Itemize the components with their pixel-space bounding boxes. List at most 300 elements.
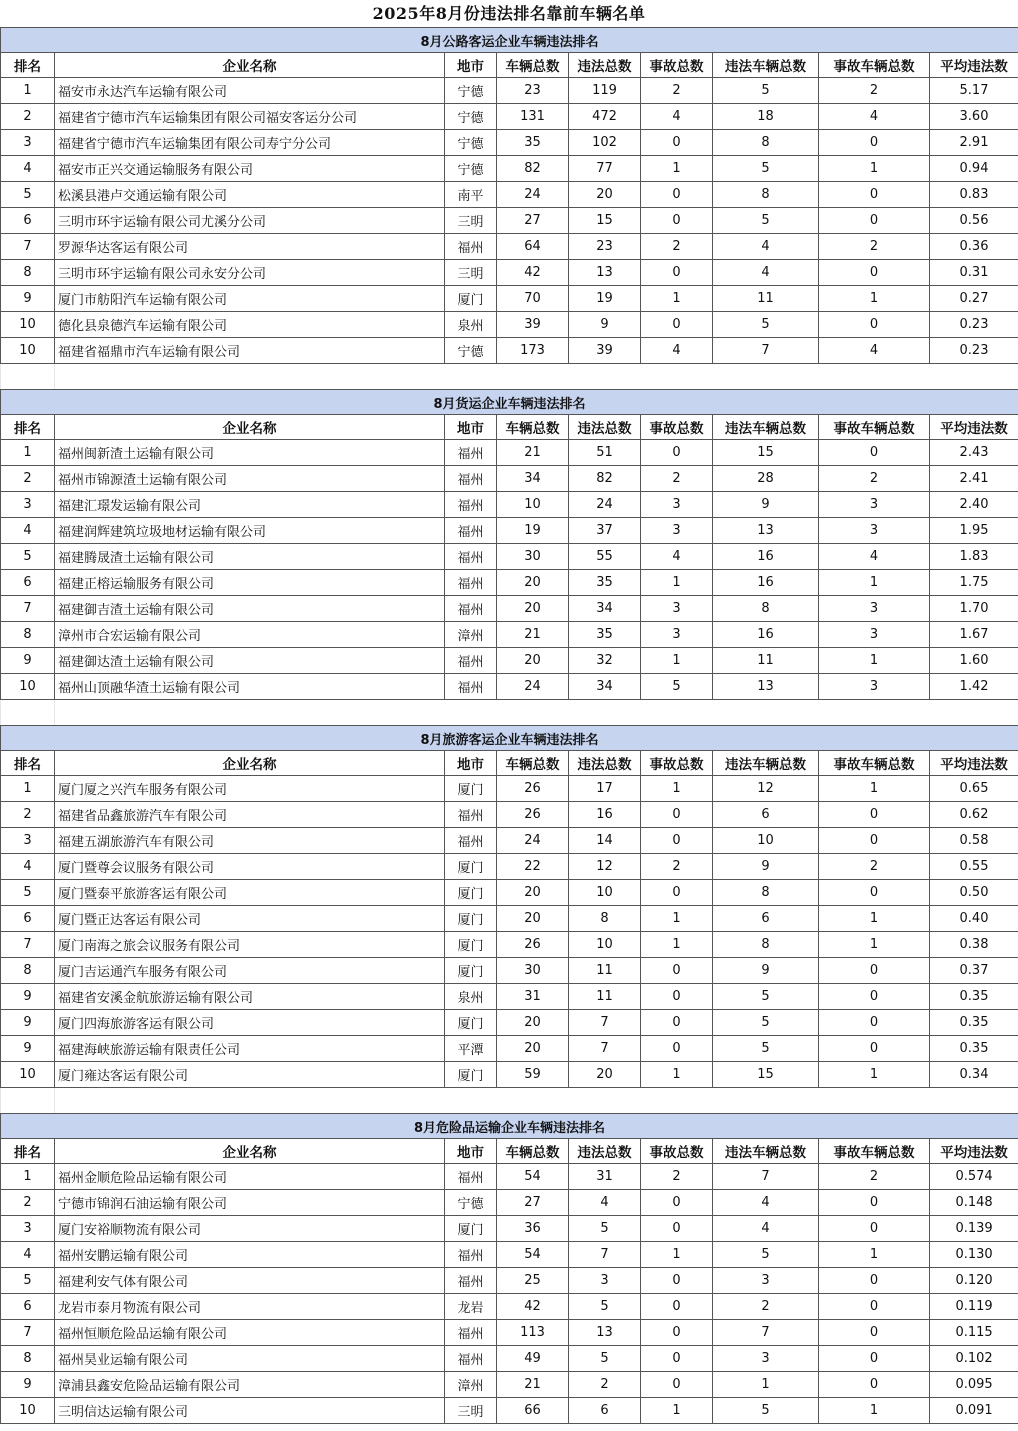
vehicle-total-cell: 20 xyxy=(497,880,569,906)
city-cell: 龙岩 xyxy=(445,1294,497,1320)
table-row xyxy=(1,260,1018,286)
city-cell: 福州 xyxy=(445,674,497,700)
avg-violation-cell: 1.75 xyxy=(930,570,1018,596)
accident-vehicles-cell: 0 xyxy=(819,1010,930,1036)
accident-total-cell: 4 xyxy=(641,104,713,130)
violating-vehicles-cell: 9 xyxy=(713,854,819,880)
table-row xyxy=(1,622,1018,648)
table-row xyxy=(1,1372,1018,1398)
column-header: 车辆总数 xyxy=(497,751,569,776)
violation-total-cell: 16 xyxy=(569,802,641,828)
vehicle-total-cell: 20 xyxy=(497,596,569,622)
violation-total-cell: 12 xyxy=(569,854,641,880)
section-title-row xyxy=(1,726,1018,751)
accident-total-cell: 0 xyxy=(641,1036,713,1062)
rank-cell: 8 xyxy=(1,622,55,648)
header-row xyxy=(1,415,1018,440)
company-name-cell: 三明市环宇运输有限公司永安分公司 xyxy=(55,260,445,286)
violating-vehicles-cell: 12 xyxy=(713,776,819,802)
rank-cell: 4 xyxy=(1,1242,55,1268)
vehicle-total-cell: 59 xyxy=(497,1062,569,1088)
rank-cell: 9 xyxy=(1,286,55,312)
rank-cell: 1 xyxy=(1,440,55,466)
avg-violation-cell: 0.58 xyxy=(930,828,1018,854)
city-cell: 福州 xyxy=(445,492,497,518)
vehicle-total-cell: 42 xyxy=(497,260,569,286)
accident-total-cell: 2 xyxy=(641,234,713,260)
avg-violation-cell: 1.83 xyxy=(930,544,1018,570)
company-name-cell: 福建正榕运输服务有限公司 xyxy=(55,570,445,596)
accident-total-cell: 1 xyxy=(641,1398,713,1424)
rank-cell: 4 xyxy=(1,854,55,880)
column-header: 平均违法数 xyxy=(930,415,1018,440)
avg-violation-cell: 3.60 xyxy=(930,104,1018,130)
city-cell: 厦门 xyxy=(445,906,497,932)
accident-vehicles-cell: 0 xyxy=(819,1036,930,1062)
company-name-cell: 厦门安裕顺物流有限公司 xyxy=(55,1216,445,1242)
violating-vehicles-cell: 7 xyxy=(713,1164,819,1190)
rank-cell: 9 xyxy=(1,648,55,674)
accident-total-cell: 0 xyxy=(641,958,713,984)
violation-total-cell: 5 xyxy=(569,1294,641,1320)
company-name-cell: 福安市正兴交通运输服务有限公司 xyxy=(55,156,445,182)
city-cell: 福州 xyxy=(445,828,497,854)
accident-total-cell: 0 xyxy=(641,1346,713,1372)
violation-total-cell: 2 xyxy=(569,1372,641,1398)
table-row xyxy=(1,880,1018,906)
avg-violation-cell: 0.120 xyxy=(930,1268,1018,1294)
avg-violation-cell: 0.40 xyxy=(930,906,1018,932)
rank-cell: 9 xyxy=(1,1372,55,1398)
violating-vehicles-cell: 3 xyxy=(713,1346,819,1372)
vehicle-total-cell: 24 xyxy=(497,674,569,700)
accident-vehicles-cell: 4 xyxy=(819,338,930,364)
city-cell: 宁德 xyxy=(445,156,497,182)
rank-cell: 4 xyxy=(1,156,55,182)
violation-total-cell: 19 xyxy=(569,286,641,312)
column-header: 违法车辆总数 xyxy=(713,415,819,440)
violating-vehicles-cell: 5 xyxy=(713,312,819,338)
avg-violation-cell: 0.095 xyxy=(930,1372,1018,1398)
city-cell: 厦门 xyxy=(445,932,497,958)
accident-vehicles-cell: 1 xyxy=(819,286,930,312)
accident-vehicles-cell: 0 xyxy=(819,1216,930,1242)
city-cell: 厦门 xyxy=(445,958,497,984)
column-header: 违法车辆总数 xyxy=(713,53,819,78)
avg-violation-cell: 0.148 xyxy=(930,1190,1018,1216)
violation-total-cell: 37 xyxy=(569,518,641,544)
table-row xyxy=(1,1346,1018,1372)
table-row xyxy=(1,234,1018,260)
company-name-cell: 福建省宁德市汽车运输集团有限公司寿宁分公司 xyxy=(55,130,445,156)
vehicle-total-cell: 20 xyxy=(497,1036,569,1062)
vehicle-total-cell: 21 xyxy=(497,1372,569,1398)
violation-total-cell: 32 xyxy=(569,648,641,674)
avg-violation-cell: 2.43 xyxy=(930,440,1018,466)
accident-vehicles-cell: 0 xyxy=(819,1372,930,1398)
company-name-cell: 厦门暨泰平旅游客运有限公司 xyxy=(55,880,445,906)
table-row xyxy=(1,466,1018,492)
rank-cell: 7 xyxy=(1,932,55,958)
accident-vehicles-cell: 4 xyxy=(819,104,930,130)
column-header: 事故车辆总数 xyxy=(819,415,930,440)
rank-cell: 2 xyxy=(1,104,55,130)
section-spacer xyxy=(0,700,1018,725)
vehicle-total-cell: 27 xyxy=(497,1190,569,1216)
accident-vehicles-cell: 3 xyxy=(819,492,930,518)
vehicle-total-cell: 21 xyxy=(497,622,569,648)
vehicle-total-cell: 64 xyxy=(497,234,569,260)
column-header: 违法车辆总数 xyxy=(713,1139,819,1164)
violation-total-cell: 11 xyxy=(569,958,641,984)
vehicle-total-cell: 25 xyxy=(497,1268,569,1294)
vehicle-total-cell: 34 xyxy=(497,466,569,492)
vehicle-total-cell: 173 xyxy=(497,338,569,364)
violation-total-cell: 7 xyxy=(569,1036,641,1062)
rank-cell: 8 xyxy=(1,958,55,984)
table-row xyxy=(1,1062,1018,1088)
column-header: 事故车辆总数 xyxy=(819,751,930,776)
accident-vehicles-cell: 3 xyxy=(819,518,930,544)
avg-violation-cell: 0.23 xyxy=(930,338,1018,364)
violation-total-cell: 35 xyxy=(569,570,641,596)
rank-cell: 2 xyxy=(1,802,55,828)
company-name-cell: 福州安鹏运输有限公司 xyxy=(55,1242,445,1268)
accident-vehicles-cell: 1 xyxy=(819,570,930,596)
city-cell: 泉州 xyxy=(445,312,497,338)
vehicle-total-cell: 24 xyxy=(497,182,569,208)
rank-cell: 1 xyxy=(1,78,55,104)
violating-vehicles-cell: 28 xyxy=(713,466,819,492)
accident-vehicles-cell: 0 xyxy=(819,880,930,906)
table-row xyxy=(1,1320,1018,1346)
rank-cell: 5 xyxy=(1,880,55,906)
column-header: 地市 xyxy=(445,415,497,440)
company-name-cell: 福安市永达汽车运输有限公司 xyxy=(55,78,445,104)
table-row xyxy=(1,312,1018,338)
city-cell: 福州 xyxy=(445,1320,497,1346)
column-header: 事故总数 xyxy=(641,415,713,440)
table-row xyxy=(1,596,1018,622)
avg-violation-cell: 0.139 xyxy=(930,1216,1018,1242)
city-cell: 厦门 xyxy=(445,1010,497,1036)
page-title: 2025年8月份违法排名靠前车辆名单 xyxy=(372,4,646,23)
vehicle-total-cell: 35 xyxy=(497,130,569,156)
vehicle-total-cell: 21 xyxy=(497,440,569,466)
violating-vehicles-cell: 13 xyxy=(713,674,819,700)
table-row xyxy=(1,1294,1018,1320)
accident-total-cell: 3 xyxy=(641,596,713,622)
accident-total-cell: 1 xyxy=(641,570,713,596)
avg-violation-cell: 0.55 xyxy=(930,854,1018,880)
section-spacer xyxy=(0,364,1018,389)
accident-total-cell: 0 xyxy=(641,828,713,854)
violation-total-cell: 39 xyxy=(569,338,641,364)
header-row xyxy=(1,751,1018,776)
accident-total-cell: 0 xyxy=(641,984,713,1010)
column-header: 排名 xyxy=(1,1139,55,1164)
city-cell: 南平 xyxy=(445,182,497,208)
city-cell: 宁德 xyxy=(445,1190,497,1216)
column-header: 事故车辆总数 xyxy=(819,53,930,78)
table-row xyxy=(1,1398,1018,1424)
city-cell: 福州 xyxy=(445,1164,497,1190)
accident-vehicles-cell: 0 xyxy=(819,208,930,234)
company-name-cell: 漳州市合宏运输有限公司 xyxy=(55,622,445,648)
accident-total-cell: 1 xyxy=(641,1242,713,1268)
rank-cell: 9 xyxy=(1,1036,55,1062)
rank-cell: 1 xyxy=(1,1164,55,1190)
section-title-row xyxy=(1,1114,1018,1139)
company-name-cell: 福建省宁德市汽车运输集团有限公司福安客运分公司 xyxy=(55,104,445,130)
violating-vehicles-cell: 1 xyxy=(713,1372,819,1398)
table-row xyxy=(1,854,1018,880)
company-name-cell: 厦门南海之旅会议服务有限公司 xyxy=(55,932,445,958)
accident-vehicles-cell: 1 xyxy=(819,906,930,932)
avg-violation-cell: 0.62 xyxy=(930,802,1018,828)
accident-vehicles-cell: 0 xyxy=(819,802,930,828)
company-name-cell: 厦门雍达客运有限公司 xyxy=(55,1062,445,1088)
avg-violation-cell: 0.50 xyxy=(930,880,1018,906)
table-row xyxy=(1,104,1018,130)
violating-vehicles-cell: 8 xyxy=(713,130,819,156)
column-header: 企业名称 xyxy=(55,53,445,78)
city-cell: 宁德 xyxy=(445,338,497,364)
violation-total-cell: 23 xyxy=(569,234,641,260)
company-name-cell: 厦门四海旅游客运有限公司 xyxy=(55,1010,445,1036)
vehicle-total-cell: 39 xyxy=(497,312,569,338)
accident-total-cell: 1 xyxy=(641,906,713,932)
violating-vehicles-cell: 6 xyxy=(713,906,819,932)
violation-total-cell: 472 xyxy=(569,104,641,130)
violating-vehicles-cell: 2 xyxy=(713,1294,819,1320)
company-name-cell: 福建五湖旅游汽车有限公司 xyxy=(55,828,445,854)
avg-violation-cell: 0.574 xyxy=(930,1164,1018,1190)
avg-violation-cell: 0.31 xyxy=(930,260,1018,286)
accident-vehicles-cell: 1 xyxy=(819,1242,930,1268)
city-cell: 宁德 xyxy=(445,104,497,130)
column-header: 违法总数 xyxy=(569,415,641,440)
accident-vehicles-cell: 2 xyxy=(819,466,930,492)
table-row xyxy=(1,338,1018,364)
avg-violation-cell: 0.115 xyxy=(930,1320,1018,1346)
avg-violation-cell: 1.67 xyxy=(930,622,1018,648)
column-header: 企业名称 xyxy=(55,415,445,440)
avg-violation-cell: 0.27 xyxy=(930,286,1018,312)
rank-cell: 3 xyxy=(1,492,55,518)
company-name-cell: 福建御达渣土运输有限公司 xyxy=(55,648,445,674)
city-cell: 厦门 xyxy=(445,776,497,802)
violation-total-cell: 8 xyxy=(569,906,641,932)
accident-total-cell: 0 xyxy=(641,130,713,156)
accident-total-cell: 3 xyxy=(641,518,713,544)
company-name-cell: 福州恒顺危险品运输有限公司 xyxy=(55,1320,445,1346)
rank-cell: 8 xyxy=(1,260,55,286)
company-name-cell: 福建海峡旅游运输有限责任公司 xyxy=(55,1036,445,1062)
city-cell: 厦门 xyxy=(445,286,497,312)
rank-cell: 9 xyxy=(1,1010,55,1036)
accident-vehicles-cell: 2 xyxy=(819,78,930,104)
column-header: 违法总数 xyxy=(569,1139,641,1164)
column-header: 事故车辆总数 xyxy=(819,1139,930,1164)
spacer-gridlines xyxy=(0,364,1018,389)
violation-total-cell: 7 xyxy=(569,1010,641,1036)
ranking-table xyxy=(0,389,1018,700)
accident-vehicles-cell: 0 xyxy=(819,1190,930,1216)
accident-vehicles-cell: 0 xyxy=(819,1268,930,1294)
section-title-row xyxy=(1,390,1018,415)
vehicle-total-cell: 19 xyxy=(497,518,569,544)
violation-total-cell: 9 xyxy=(569,312,641,338)
violating-vehicles-cell: 8 xyxy=(713,596,819,622)
violating-vehicles-cell: 11 xyxy=(713,648,819,674)
accident-vehicles-cell: 0 xyxy=(819,1294,930,1320)
city-cell: 福州 xyxy=(445,544,497,570)
violating-vehicles-cell: 7 xyxy=(713,1320,819,1346)
vehicle-total-cell: 131 xyxy=(497,104,569,130)
table-row xyxy=(1,544,1018,570)
vehicle-total-cell: 20 xyxy=(497,906,569,932)
violation-total-cell: 119 xyxy=(569,78,641,104)
vehicle-total-cell: 54 xyxy=(497,1164,569,1190)
column-header: 违法车辆总数 xyxy=(713,751,819,776)
city-cell: 宁德 xyxy=(445,78,497,104)
rank-cell: 8 xyxy=(1,1346,55,1372)
column-header: 事故总数 xyxy=(641,751,713,776)
column-header: 企业名称 xyxy=(55,1139,445,1164)
city-cell: 三明 xyxy=(445,1398,497,1424)
rank-cell: 7 xyxy=(1,596,55,622)
violation-total-cell: 7 xyxy=(569,1242,641,1268)
violation-total-cell: 10 xyxy=(569,880,641,906)
accident-vehicles-cell: 3 xyxy=(819,596,930,622)
violation-total-cell: 6 xyxy=(569,1398,641,1424)
city-cell: 宁德 xyxy=(445,130,497,156)
table-row xyxy=(1,1036,1018,1062)
company-name-cell: 福州山顶融华渣土运输有限公司 xyxy=(55,674,445,700)
accident-total-cell: 1 xyxy=(641,1062,713,1088)
avg-violation-cell: 2.40 xyxy=(930,492,1018,518)
table-row xyxy=(1,492,1018,518)
violating-vehicles-cell: 5 xyxy=(713,156,819,182)
table-row xyxy=(1,1164,1018,1190)
accident-total-cell: 2 xyxy=(641,466,713,492)
city-cell: 厦门 xyxy=(445,854,497,880)
accident-total-cell: 5 xyxy=(641,674,713,700)
accident-total-cell: 1 xyxy=(641,286,713,312)
accident-vehicles-cell: 0 xyxy=(819,1320,930,1346)
accident-total-cell: 0 xyxy=(641,208,713,234)
violating-vehicles-cell: 15 xyxy=(713,1062,819,1088)
rank-cell: 1 xyxy=(1,776,55,802)
city-cell: 福州 xyxy=(445,802,497,828)
accident-total-cell: 1 xyxy=(641,776,713,802)
company-name-cell: 厦门暨尊会议服务有限公司 xyxy=(55,854,445,880)
section-title: 8月危险品运输企业车辆违法排名 xyxy=(1,1114,1018,1139)
city-cell: 福州 xyxy=(445,596,497,622)
vehicle-total-cell: 20 xyxy=(497,648,569,674)
accident-vehicles-cell: 0 xyxy=(819,312,930,338)
accident-total-cell: 0 xyxy=(641,1268,713,1294)
accident-vehicles-cell: 0 xyxy=(819,260,930,286)
vehicle-total-cell: 49 xyxy=(497,1346,569,1372)
rank-cell: 5 xyxy=(1,544,55,570)
violating-vehicles-cell: 9 xyxy=(713,492,819,518)
accident-vehicles-cell: 2 xyxy=(819,854,930,880)
accident-vehicles-cell: 1 xyxy=(819,932,930,958)
violating-vehicles-cell: 10 xyxy=(713,828,819,854)
avg-violation-cell: 1.42 xyxy=(930,674,1018,700)
avg-violation-cell: 0.37 xyxy=(930,958,1018,984)
avg-violation-cell: 0.130 xyxy=(930,1242,1018,1268)
column-header: 地市 xyxy=(445,751,497,776)
company-name-cell: 福建省安溪金航旅游运输有限公司 xyxy=(55,984,445,1010)
violating-vehicles-cell: 7 xyxy=(713,338,819,364)
violation-total-cell: 82 xyxy=(569,466,641,492)
accident-total-cell: 2 xyxy=(641,1164,713,1190)
rank-cell: 10 xyxy=(1,674,55,700)
accident-vehicles-cell: 0 xyxy=(819,182,930,208)
table-row xyxy=(1,984,1018,1010)
table-row xyxy=(1,1242,1018,1268)
accident-total-cell: 1 xyxy=(641,932,713,958)
table-row xyxy=(1,802,1018,828)
accident-vehicles-cell: 0 xyxy=(819,828,930,854)
table-row xyxy=(1,78,1018,104)
violation-total-cell: 24 xyxy=(569,492,641,518)
table-row xyxy=(1,828,1018,854)
accident-total-cell: 1 xyxy=(641,648,713,674)
accident-total-cell: 4 xyxy=(641,544,713,570)
accident-vehicles-cell: 1 xyxy=(819,156,930,182)
spacer-gridlines xyxy=(0,700,1018,725)
vehicle-total-cell: 20 xyxy=(497,1010,569,1036)
column-header: 排名 xyxy=(1,415,55,440)
avg-violation-cell: 0.94 xyxy=(930,156,1018,182)
violating-vehicles-cell: 5 xyxy=(713,1242,819,1268)
violation-total-cell: 15 xyxy=(569,208,641,234)
table-row xyxy=(1,674,1018,700)
vehicle-total-cell: 30 xyxy=(497,544,569,570)
company-name-cell: 三明信达运输有限公司 xyxy=(55,1398,445,1424)
accident-total-cell: 2 xyxy=(641,854,713,880)
violating-vehicles-cell: 16 xyxy=(713,622,819,648)
vehicle-total-cell: 31 xyxy=(497,984,569,1010)
rank-cell: 3 xyxy=(1,1216,55,1242)
company-name-cell: 福建省福鼎市汽车运输有限公司 xyxy=(55,338,445,364)
accident-vehicles-cell: 2 xyxy=(819,234,930,260)
accident-total-cell: 0 xyxy=(641,1294,713,1320)
violation-total-cell: 5 xyxy=(569,1216,641,1242)
accident-total-cell: 3 xyxy=(641,492,713,518)
rank-cell: 2 xyxy=(1,466,55,492)
violating-vehicles-cell: 4 xyxy=(713,1190,819,1216)
violating-vehicles-cell: 4 xyxy=(713,234,819,260)
accident-vehicles-cell: 4 xyxy=(819,544,930,570)
table-row xyxy=(1,776,1018,802)
table-row xyxy=(1,440,1018,466)
column-header: 平均违法数 xyxy=(930,1139,1018,1164)
company-name-cell: 三明市环宇运输有限公司尤溪分公司 xyxy=(55,208,445,234)
violating-vehicles-cell: 8 xyxy=(713,182,819,208)
rank-cell: 2 xyxy=(1,1190,55,1216)
column-header: 车辆总数 xyxy=(497,53,569,78)
avg-violation-cell: 0.102 xyxy=(930,1346,1018,1372)
vehicle-total-cell: 20 xyxy=(497,570,569,596)
column-header: 违法总数 xyxy=(569,751,641,776)
sections-container xyxy=(0,27,1018,1424)
rank-cell: 5 xyxy=(1,182,55,208)
